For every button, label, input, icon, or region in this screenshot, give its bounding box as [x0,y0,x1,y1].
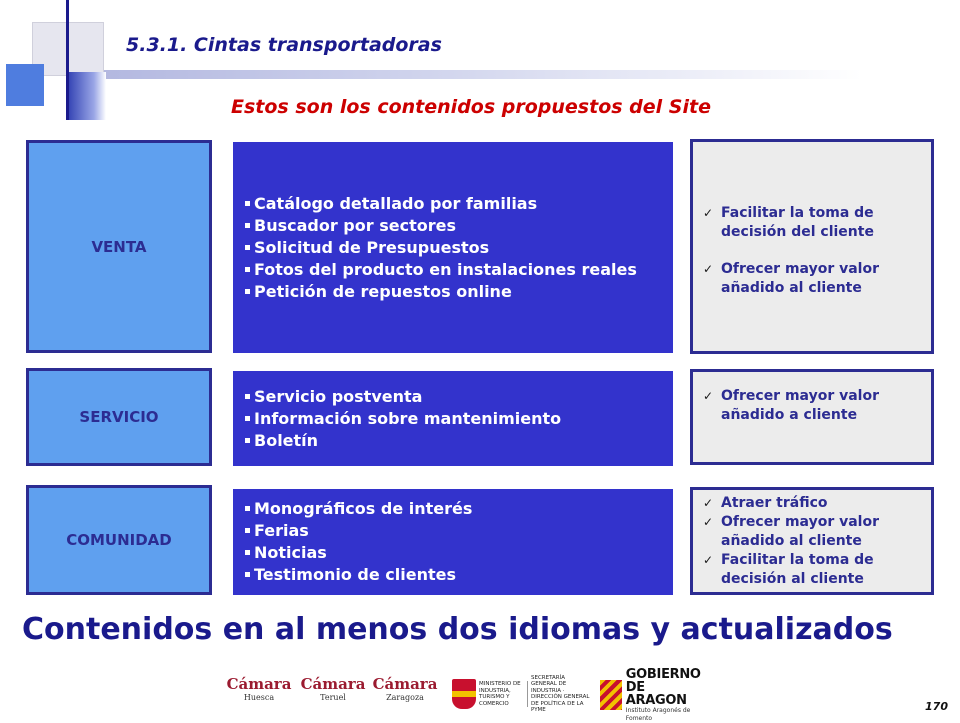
aragon-text [626,668,710,723]
camara-city: Teruel [320,693,346,702]
ministerio-logo [452,676,592,712]
header-vertical-line [66,0,69,120]
content-item: Ferias [245,520,472,542]
camara-zaragoza-logo [368,676,442,710]
content-item: Información sobre mantenimiento [245,408,561,430]
gobierno-aragon-logo [600,666,710,722]
content-item: Fotos del producto en instalaciones reales [245,259,637,281]
content-item: Petición de repuestos online [245,281,637,303]
content-item: Noticias [245,542,472,564]
page-number: 170 [925,700,948,713]
secretaria-text: SECRETARÍA GENERAL DE INDUSTRIA · DIRECCIÓN GENERAL DE POLÍTICA DE LA PYME [531,674,590,713]
benefit-item: ✓ Facilitar la toma de decisión al cliente [703,551,911,589]
benefit-item: ✓ Ofrecer mayor valor añadido al cliente [703,260,911,298]
row-contents-comunidad [233,489,673,595]
row-contents-servicio [233,371,673,466]
camara-name: Cámara [226,675,292,693]
benefit-item: ✓ Ofrecer mayor valor añadido al cliente [703,513,911,551]
coat-of-arms-icon [452,679,476,709]
footer-title: Contenidos en al menos dos idiomas y actualizados [22,612,893,647]
camara-city: Huesca [243,693,275,702]
benefit-item: ✓ Facilitar la toma de decisión del cliente [703,204,901,242]
header-deco-square-gradient [66,72,106,120]
section-title: 5.3.1. Cintas transportadoras [126,34,442,56]
content-item: Servicio postventa [245,386,561,408]
ministerio-text: MINISTERIO DE INDUSTRIA, TURISMO Y COMERCIO [479,681,528,707]
subtitle: Estos son los contenidos propuestos del Site [231,96,711,118]
row-contents-venta [233,142,673,353]
header-rule [102,70,862,79]
content-item: Catálogo detallado por familias [245,193,637,215]
header-deco-square-blue [6,64,44,106]
content-item: Testimonio de clientes [245,564,472,586]
camara-name: Cámara [372,675,438,693]
aragon-line1: GOBIERNO [625,666,701,682]
content-item: Solicitud de Presupuestos [245,237,637,259]
camara-huesca-logo [222,676,296,710]
row-label-servicio: SERVICIO [26,368,212,466]
benefit-item: ✓ Atraer tráfico [703,494,911,513]
row-label-venta: VENTA [26,140,212,353]
row-benefits-comunidad [690,487,934,595]
aragon-flag-icon [600,680,622,710]
camara-teruel-logo [296,676,370,710]
camara-city: Zaragoza [386,693,424,702]
content-item: Boletín [245,430,561,452]
row-label-comunidad: COMUNIDAD [26,485,212,595]
content-item: Monográficos de interés [245,498,472,520]
row-benefits-venta [690,139,934,354]
row-benefits-servicio [690,369,934,465]
aragon-sub: Instituto Aragonés de Fomento [625,706,691,722]
benefit-item: ✓ Ofrecer mayor valor añadido a cliente [703,387,911,425]
camara-name: Cámara [300,675,366,693]
aragon-line2: DE ARAGON [625,679,687,708]
content-item: Buscador por sectores [245,215,637,237]
